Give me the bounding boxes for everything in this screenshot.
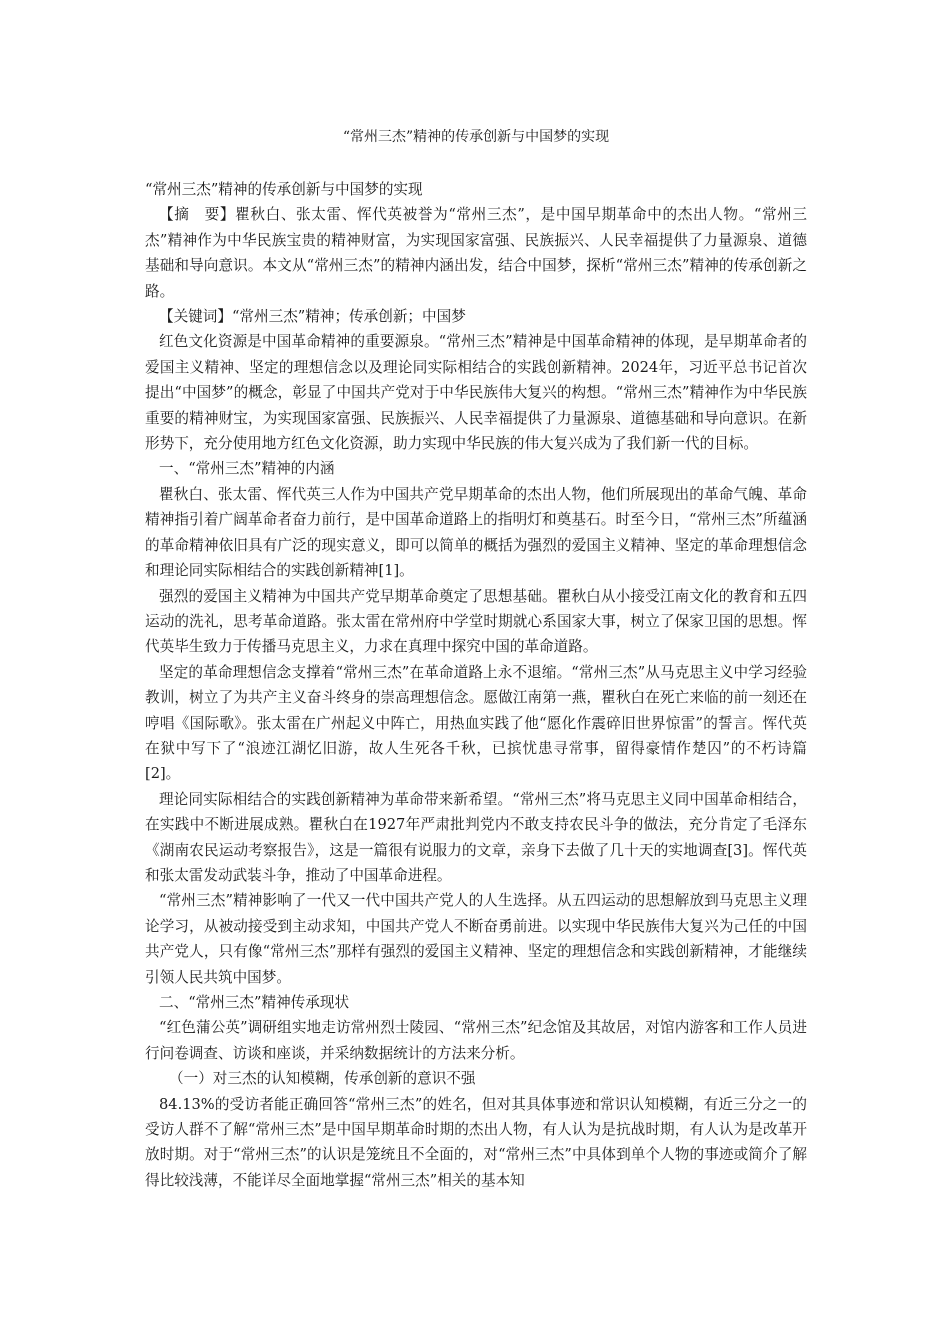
section-heading-1: 一、“常州三杰”精神的内涵 bbox=[159, 460, 335, 478]
document-subtitle: “常州三杰”精神的传承创新与中国梦的实现 bbox=[145, 181, 423, 198]
document-body bbox=[145, 177, 807, 1193]
body-paragraph: “常州三杰”精神影响了一代又一代中国共产党人的人生选择。从五四运动的思想解放到马克思主义理论学习，从被动接受到主动求知，中国共产党人不断奋勇前进。以实现中华民族伟大复兴为己任的中国共产党人，只有像“常州三杰”那样有强烈的爱国主义精神、坚定的理想信念和实践创新精神，才能继续引领人民共筑中国梦。 bbox=[145, 892, 807, 986]
intro-paragraph: 红色文化资源是中国革命精神的重要源泉。“常州三杰”精神是中国革命精神的体现，是早期革命者的爱国主义精神、坚定的理想信念以及理论同实际相结合的实践创新精神。2024年，习近平总书记首次提出“中国梦”的概念，彰显了中国共产党对于中华民族伟大复兴的构想。“常州三杰”精神作为中华民族重要的精神财宝，为实现国家富强、民族振兴、人民幸福提供了力量源泉、道德基础和导向意识。在新形势下，充分使用地方红色文化资源，助力实现中华民族的伟大复兴成为了我们新一代的目标。 bbox=[145, 333, 807, 453]
body-paragraph: 84.13%的受访者能正确回答“常州三杰”的姓名，但对其具体事迹和常识认知模糊，有近三分之一的受访人群不了解“常州三杰”是中国早期革命时期的杰出人物，有人认为是抗战时期，有人认为是改革开放时期。对于“常州三杰”的认识是笼统且不全面的，对“常州三杰”中具体到单个人物的事迹或简介了解得比较浅薄，不能详尽全面地掌握“常州三杰”相关的基本知 bbox=[145, 1095, 807, 1189]
body-paragraph: 理论同实际相结合的实践创新精神为革命带来新希望。“常州三杰”将马克思主义同中国革命相结合，在实践中不断进展成熟。瞿秋白在1927年严肃批判党内不敢支持农民斗争的做法，充分肯定了毛泽东《湖南农民运动考察报告》，这是一篇很有说服力的文章，亲身下去做了几十天的实地调查[3]。恽代英和张太雷发动武装斗争，推动了中国革命进程。 bbox=[145, 790, 807, 884]
body-paragraph: 瞿秋白、张太雷、恽代英三人作为中国共产党早期革命的杰出人物，他们所展现出的革命气魄、革命精神指引着广阔革命者奋力前行，是中国革命道路上的指明灯和奠基石。时至今日，“常州三杰”所蕴涵的革命精神依旧具有广泛的现实意义，即可以简单的概括为强烈的爱国主义精神、坚定的革命理想信念和理论同实际相结合的实践创新精神[1]。 bbox=[145, 485, 807, 580]
subsection-heading-1: （一）对三杰的认知模糊，传承创新的意识不强 bbox=[169, 1070, 476, 1088]
section-heading-2: 二、“常州三杰”精神传承现状 bbox=[159, 994, 350, 1011]
document-title: “常州三杰”精神的传承创新与中国梦的实现 bbox=[342, 129, 610, 145]
body-paragraph: “红色蒲公英”调研组实地走访常州烈士陵园、“常州三杰”纪念馆及其故居，对馆内游客和工作人员进行问卷调查、访谈和座谈，并采纳数据统计的方法来分析。 bbox=[145, 1019, 807, 1062]
body-paragraph: 坚定的革命理想信念支撑着“常州三杰”在革命道路上永不退缩。“常州三杰”从马克思主义中学习经验教训，树立了为共产主义奋斗终身的崇高理想信念。愿做江南第一燕，瞿秋白在死亡来临的前一刻还在哼唱《国际歌》。张太雷在广州起义中阵亡，用热血实践了他“愿化作震碎旧世界惊雷”的誓言。恽代英在狱中写下了“浪迹江湖忆旧游，故人生死各千秋，已摈忧患寻常事，留得豪情作楚囚”的不朽诗篇[2]。 bbox=[145, 663, 807, 783]
abstract-paragraph: 【摘 要】瞿秋白、张太雷、恽代英被誉为“常州三杰”，是中国早期革命中的杰出人物。“常州三杰”精神作为中华民族宝贵的精神财富，为实现国家富强、民族振兴、人民幸福提供了力量源泉、道德基础和导向意识。本文从“常州三杰”的精神内涵出发，结合中国梦，探析“常州三杰”精神的传承创新之路。 bbox=[145, 206, 807, 300]
body-paragraph: 强烈的爱国主义精神为中国共产党早期革命奠定了思想基础。瞿秋白从小接受江南文化的教育和五四运动的洗礼，思考革命道路。张太雷在常州府中学堂时期就心系国家大事，树立了保家卫国的思想。恽代英毕生致力于传播马克思主义，力求在真理中探究中国的革命道路。 bbox=[145, 587, 807, 656]
keywords-paragraph: 【关键词】“常州三杰”精神；传承创新；中国梦 bbox=[159, 308, 466, 326]
